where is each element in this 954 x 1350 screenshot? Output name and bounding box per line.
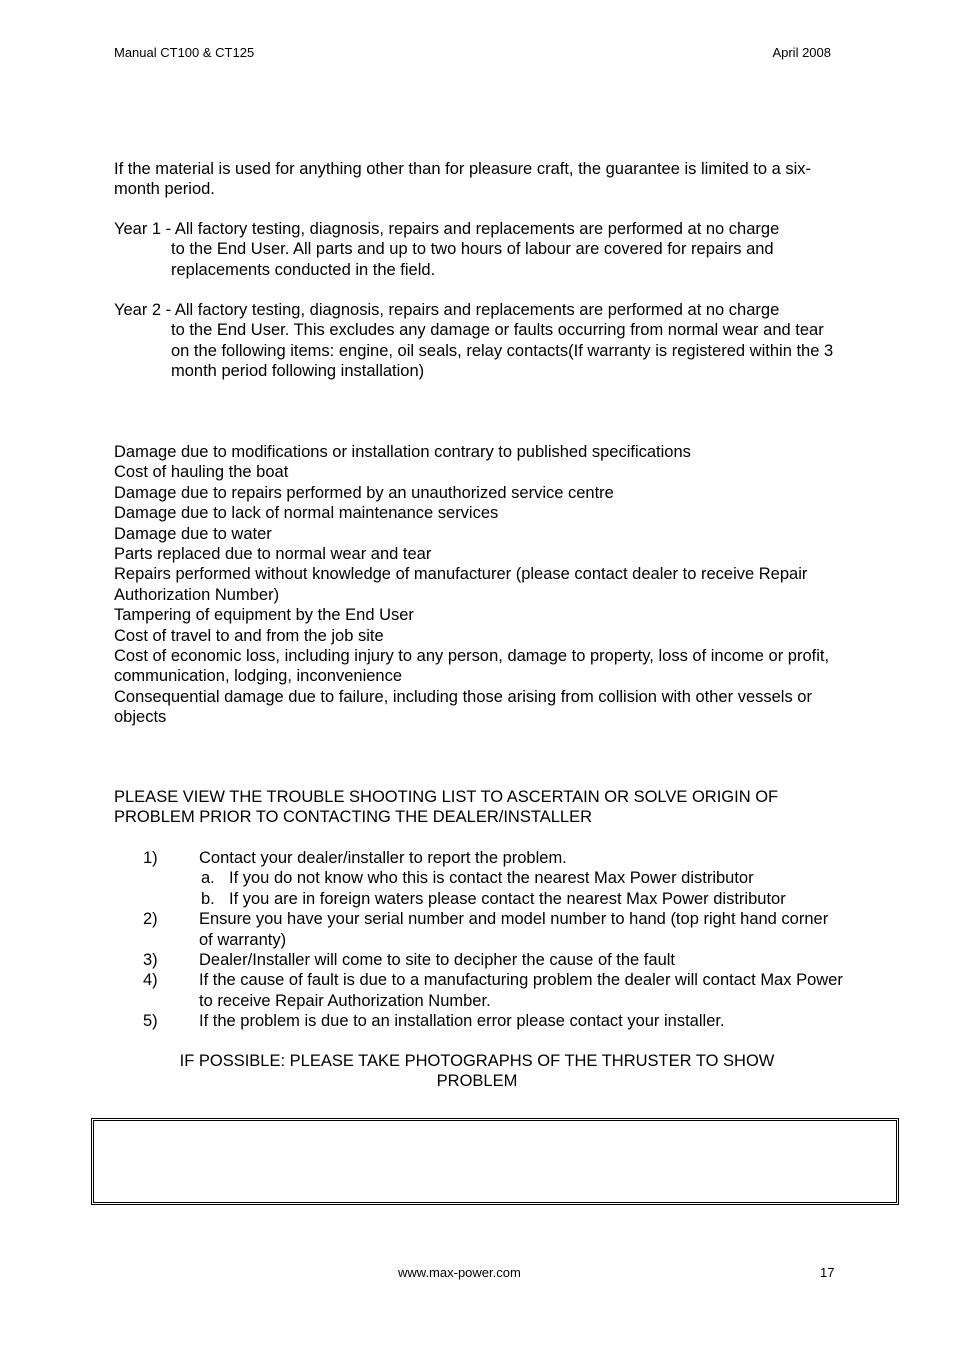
exclusion-item: Cost of travel to and from the job site <box>114 626 384 645</box>
intro-paragraph: If the material is used for anything other than for pleasure craft, the guarantee is limited to a six-month period. <box>114 160 812 199</box>
procedure-lead <box>114 787 849 828</box>
exclusion-item: Damage due to lack of normal maintenance services <box>114 504 499 523</box>
step-text: Ensure you have your serial number and model number to hand (top right hand corner of warranty) <box>199 910 829 949</box>
photo-note-text: IF POSSIBLE: PLEASE TAKE PHOTOGRAPHS OF THE THRUSTER TO SHOW PROBLEM <box>179 1052 775 1091</box>
exclusion-item: Parts replaced due to normal wear and tear <box>114 545 432 564</box>
step-number: 4) <box>143 971 158 990</box>
step-number: 5) <box>143 1012 158 1031</box>
exclusion-item: Damage due to water <box>114 524 272 543</box>
year-1-paragraph <box>114 219 844 280</box>
notice-box <box>91 1118 899 1205</box>
exclusion-item: Consequential damage due to failure, including those arising from collision with other vessels or objects <box>114 687 812 727</box>
step-number: 3) <box>143 951 158 970</box>
photo-note <box>146 1051 808 1092</box>
exclusion-item: Tampering of equipment by the End User <box>114 606 414 625</box>
procedure-step <box>114 848 844 868</box>
procedure-step <box>114 950 844 970</box>
year-2-first-line: Year 2 - All factory testing, diagnosis, repairs and replacements are performed at no charge <box>114 301 780 319</box>
substep-letter: b. <box>201 889 215 908</box>
step-number: 2) <box>143 910 158 929</box>
guarantee-intro <box>114 159 839 200</box>
procedure-step <box>114 909 844 950</box>
step-text: If the cause of fault is due to a manufacturing problem the dealer will contact Max Power to receive Repair Authorization Number. <box>199 971 843 1010</box>
procedure-substep <box>114 889 844 909</box>
step-number: 1) <box>143 849 158 867</box>
header-left: Manual CT100 & CT125 <box>114 45 255 60</box>
procedure-substep <box>114 868 844 888</box>
step-text: Dealer/Installer will come to site to decipher the cause of the fault <box>199 951 675 970</box>
page-number: 17 <box>820 1265 835 1280</box>
footer-url: www.max-power.com <box>398 1265 521 1280</box>
substep-text: If you do not know who this is contact the nearest Max Power distributor <box>229 869 754 888</box>
procedure-step <box>114 1011 844 1031</box>
procedure-step <box>114 970 844 1011</box>
exclusion-item: Damage due to repairs performed by an unauthorized service centre <box>114 483 614 502</box>
year-2-rest: to the End User. This excludes any damage or faults occurring from normal wear and tear on the following items: engine, oil seals, relay contacts(If warranty is registered within the 3 month period following installation) <box>171 321 834 381</box>
procedure-steps <box>114 848 844 1032</box>
header-date: April 2008 <box>772 45 831 60</box>
exclusions-list <box>114 442 844 728</box>
exclusion-item: Cost of economic loss, including injury to any person, damage to property, loss of income or profit, communication, lodging, inconvenience <box>114 647 830 686</box>
exclusion-item: Repairs performed without knowledge of manufacturer (please contact dealer to receive Repair Authorization Number) <box>114 565 808 604</box>
substep-letter: a. <box>201 869 215 888</box>
substep-text: If you are in foreign waters please contact the nearest Max Power distributor <box>229 889 786 908</box>
step-text: Contact your dealer/installer to report the problem. <box>199 849 567 867</box>
procedure-lead-text: PLEASE VIEW THE TROUBLE SHOOTING LIST TO ASCERTAIN OR SOLVE ORIGIN OF PROBLEM PRIOR TO CONTACTING THE DEALER/INSTALLER <box>114 788 779 827</box>
exclusion-item: Damage due to modifications or installation contrary to published specifications <box>114 443 691 461</box>
year-2-paragraph <box>114 300 844 382</box>
step-text: If the problem is due to an installation error please contact your installer. <box>199 1012 725 1031</box>
year-1-rest: to the End User. All parts and up to two hours of labour are covered for repairs and replacements conducted in the field. <box>171 240 774 279</box>
exclusion-item: Cost of hauling the boat <box>114 463 289 482</box>
year-1-first-line: Year 1 - All factory testing, diagnosis, repairs and replacements are performed at no charge <box>114 220 780 238</box>
